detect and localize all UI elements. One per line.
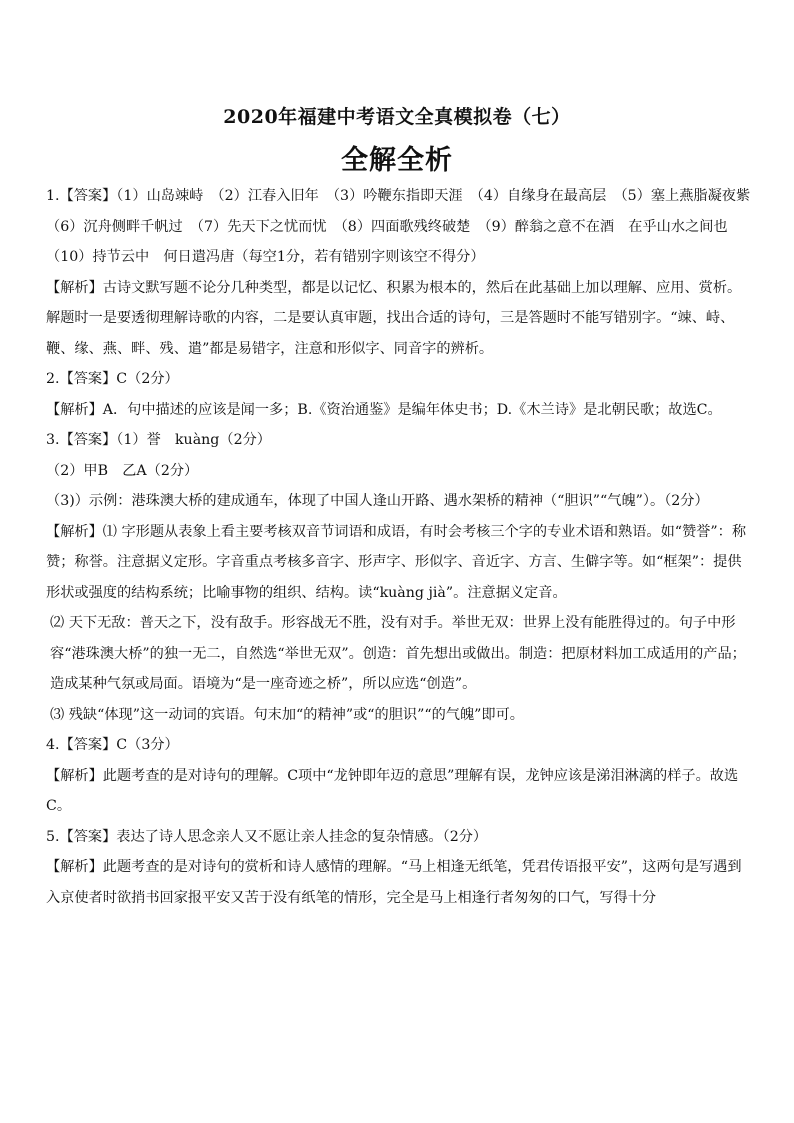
answer-4: 4.【答案】C（3分） (46, 737, 179, 753)
analysis-3-part-3: ⑶ 残缺“体现”这一动词的宾语。句末加“的精神”或“的胆识”“的气魄”即可。 (50, 706, 524, 723)
analysis-3-part-2: ⑵ 天下无敌：普天之下，没有敌手。形容战无不胜，没有对手。举世无双：世界上没有能胜得过的。句子中形容“港珠澳大桥”的独一无二，自然选“举世无双”。创造：首先想出或做出。制造：把原材料加工成适用的产品；造成某种气氛或局面。语境为“是一座奇迹之桥”，所以应选“创造”。 (50, 615, 746, 692)
document-body (46, 181, 765, 913)
answer-3-part-1: 3.【答案】（1）誉 kuàng（2分） (46, 432, 271, 448)
document-subtitle: 全解全析 (341, 145, 453, 176)
answer-3-part-3: （3)）示例：港珠澳大桥的建成通车，体现了中国人逢山开路、遇水架桥的精神（“胆识”“气魄”）。（2分） (46, 493, 709, 509)
document-title: 2020年福建中考语文全真模拟卷（七） (223, 106, 571, 128)
answer-2: 2.【答案】C（2分） (46, 371, 179, 387)
analysis-5: 【解析】此题考查的是对诗句的赏析和诗人感情的理解。“马上相逢无纸笔，凭君传语报平安”，这两句是写遇到入京使者时欲捎书回家报平安又苦于没有纸笔的情形，完全是马上相逢行者匆匆的口气，写得十分 (46, 859, 742, 906)
analysis-3-part-1: 【解析】⑴ 字形题从表象上看主要考核双音节词语和成语，有时会考核三个字的专业术语和熟语。如“赞誉”：称赞；称誉。注意据义定形。字音重点考核多音字、形声字、形似字、音近字、方言、生僻字等。如“框架”：提供形状或强度的结构系统；比喻事物的组织、结构。读“kuàng jià”。注意据义定音。 (46, 523, 747, 601)
answer-3-part-2: （2）甲B 乙A（2分） (46, 462, 199, 479)
analysis-4: 【解析】此题考查的是对诗句的理解。C项中“龙钟即年迈的意思”理解有误，龙钟应该是涕泪淋漓的样子。故选C。 (46, 767, 739, 814)
analysis-1: 【解析】古诗文默写题不论分几种类型，都是以记忆、积累为根本的，然后在此基础上加以理解、应用、赏析。解题时一是要透彻理解诗歌的内容，二是要认真审题，找出合适的诗句，三是答题时不能写错别字。“竦、峙、鞭、缘、燕、畔、残、遣”都是易错字，注意和形似字、同音字的辨析。 (46, 279, 742, 357)
answer-1: 1.【答案】（1）山岛竦峙 （2）江春入旧年 （3）吟鞭东指即天涯 （4）自缘身在最高层 （5）塞上燕脂凝夜紫 （6）沉舟侧畔千帆过 （7）先天下之忧而忧 （8）四面歌残终破楚 （9）醉翁之意不在酒 在乎山水之间也 （10）持节云中 何日遣冯唐（每空1分，若有错别字则该空不得分） (46, 188, 765, 265)
analysis-2: 【解析】A．句中描述的应该是闻一多；B.《资治通鉴》是编年体史书；D.《木兰诗》是北朝民歌；故选C。 (46, 401, 722, 418)
answer-5: 5.【答案】表达了诗人思念亲人又不愿让亲人挂念的复杂情感。（2分） (46, 828, 488, 845)
